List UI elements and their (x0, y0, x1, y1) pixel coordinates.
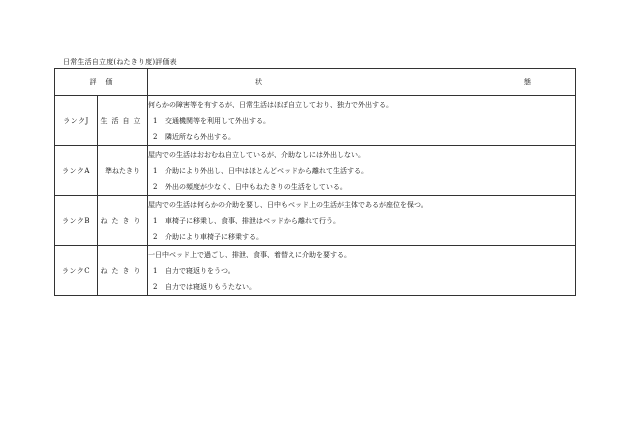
list-item (148, 179, 575, 195)
list-item (148, 229, 575, 245)
rank-name: ランクA (55, 146, 98, 196)
document-title: 日常生活自立度(ねたきり度)評価表 (63, 58, 177, 66)
rank-label: 準ねたきり (98, 146, 148, 196)
item-number: 1 (153, 116, 158, 125)
table-row-rank-a (55, 146, 576, 196)
rank-label: ねたきり (98, 196, 148, 246)
list-item (148, 263, 575, 279)
header-evaluation: 評価 (55, 69, 148, 96)
item-text: 介助により外出し、日中はほとんどベッドから離れて生活する。 (165, 166, 368, 175)
item-number: 2 (153, 282, 158, 291)
rank-name: ランクB (55, 196, 98, 246)
header-state-part-2: 態 (524, 78, 531, 86)
item-text: 介助により車椅子に移乗する。 (165, 232, 263, 241)
item-number: 2 (153, 132, 158, 141)
rank-description: 屋内での生活は何らかの介助を要し、日中もベッド上の生活が主体であるが座位を保つ。 (148, 200, 428, 209)
item-text: 自力で寝返りをうつ。 (165, 266, 235, 275)
table-row-rank-c (55, 246, 576, 296)
item-text: 隣近所なら外出する。 (165, 132, 235, 141)
table-row-rank-b (55, 196, 576, 246)
rank-description: 屋内での生活はおおむね自立しているが、介助なしには外出しない。 (148, 150, 365, 159)
rank-description-cell (148, 196, 576, 246)
rank-description-cell (148, 96, 576, 146)
list-item (148, 113, 575, 129)
item-text: 車椅子に移乗し、食事、排泄はベッドから離れて行う。 (165, 216, 340, 225)
list-item (148, 163, 575, 179)
rating-table (54, 68, 576, 296)
item-text: 交通機関等を利用して外出する。 (165, 116, 270, 125)
rank-label: 生活自立 (98, 96, 148, 146)
header-state (148, 69, 576, 96)
item-number: 2 (153, 232, 158, 241)
header-state-part-1: 状 (255, 78, 262, 86)
item-number: 1 (153, 266, 158, 275)
list-item (148, 279, 575, 295)
item-number: 2 (153, 182, 158, 191)
rank-description: 一日中ベッド上で過ごし、排泄、食事、着替えに介助を要する。 (148, 250, 351, 259)
rank-description-cell (148, 246, 576, 296)
item-text: 外出の頻度が少なく、日中もねたきりの生活をしている。 (165, 182, 347, 191)
rank-description-cell (148, 146, 576, 196)
rank-name: ランクJ (55, 96, 98, 146)
list-item (148, 213, 575, 229)
item-text: 自力では寝返りもうたない。 (165, 282, 256, 291)
table-row-rank-j (55, 96, 576, 146)
table-header-row (55, 69, 576, 96)
rank-description: 何らかの障害等を有するが、日常生活はほぼ自立しており、独力で外出する。 (148, 100, 393, 109)
rank-label: ねたきり (98, 246, 148, 296)
rank-name: ランクC (55, 246, 98, 296)
item-number: 1 (153, 166, 158, 175)
item-number: 1 (153, 216, 158, 225)
list-item (148, 129, 575, 145)
